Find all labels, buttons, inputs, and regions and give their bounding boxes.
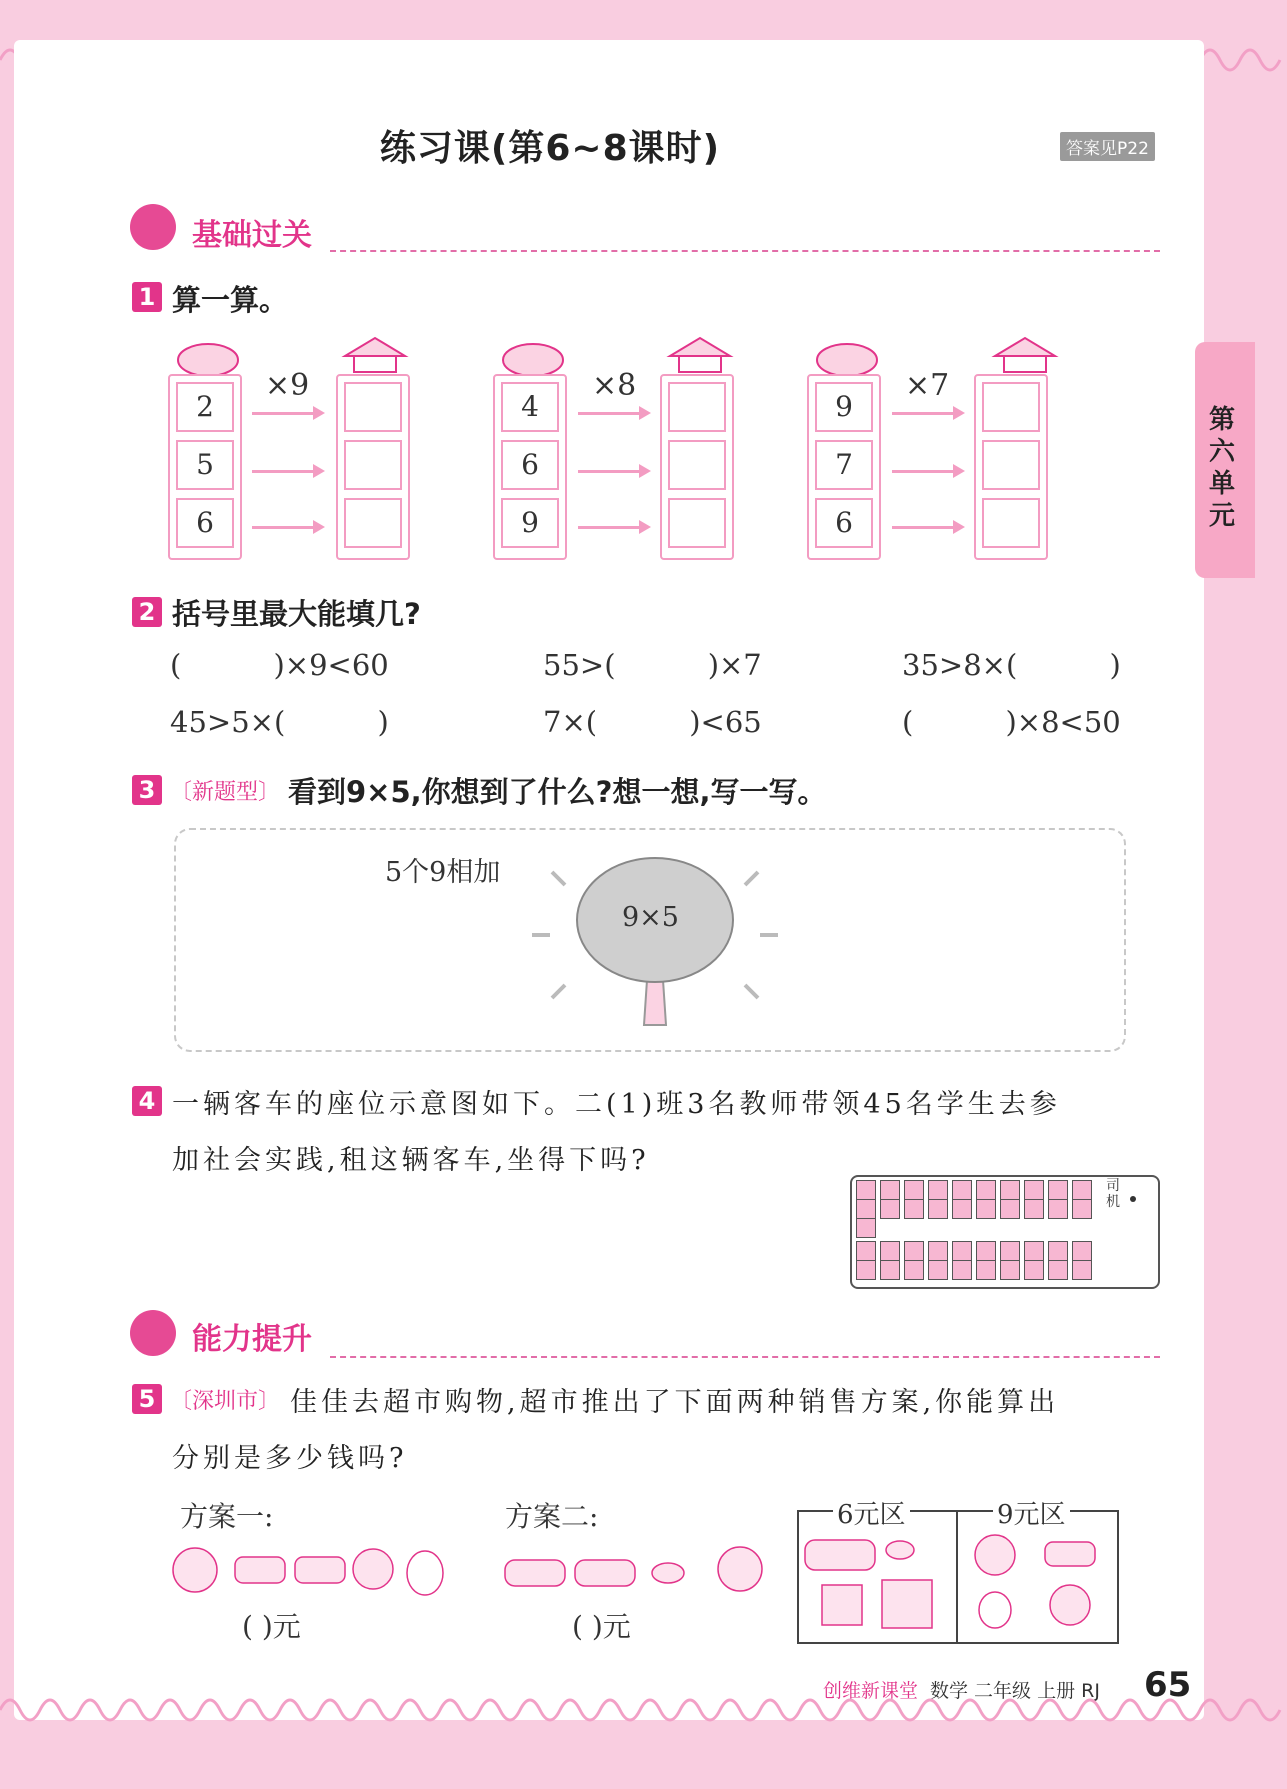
question-number: 1	[132, 282, 162, 312]
dog-icon	[493, 340, 573, 370]
bus-seat	[1024, 1241, 1044, 1261]
answer-column	[974, 374, 1048, 560]
question-text: 一辆客车的座位示意图如下。二(1)班3名教师带领45名学生去参	[172, 1089, 1061, 1120]
question-text: 看到9×5,你想到了什么?想一想,写一写。	[288, 775, 827, 809]
unit-side-tab[interactable]	[1195, 342, 1255, 578]
multiplier-label: ×7	[905, 368, 950, 403]
bus-seat	[1048, 1241, 1068, 1261]
bus-seat	[856, 1199, 876, 1219]
wavy-border-bottom	[0, 1690, 1287, 1730]
mascot-icon	[130, 1310, 176, 1356]
bus-seat	[1048, 1180, 1068, 1200]
input-cell: 7	[815, 440, 873, 490]
question-tag: 〔深圳市〕	[170, 1389, 281, 1414]
unit-side-tab-label: 第六单元	[1209, 405, 1236, 531]
bus-seat	[904, 1241, 924, 1261]
bus-seat	[1024, 1199, 1044, 1219]
bus-seat	[904, 1199, 924, 1219]
question-text: 算一算。	[172, 283, 289, 317]
tree-icon	[520, 845, 790, 1035]
question-number: 4	[132, 1086, 162, 1116]
zone-6-label: 6元区	[833, 1494, 910, 1531]
answer-box[interactable]	[668, 382, 726, 432]
bus-seat	[856, 1218, 876, 1238]
footer-brand: 创维新课堂	[823, 1680, 919, 1702]
arrow	[578, 412, 643, 415]
doghouse-icon	[665, 334, 735, 374]
example-answer: 5个9相加	[385, 857, 501, 888]
question-text: 括号里最大能填几?	[172, 597, 421, 631]
plan2-answer[interactable]: ( )元	[572, 1610, 631, 1643]
bus-seat	[952, 1199, 972, 1219]
bus-seat	[1072, 1180, 1092, 1200]
inequality-item[interactable]: 45>5×( )	[170, 705, 389, 739]
question-number: 2	[132, 597, 162, 627]
dog-icon	[807, 340, 887, 370]
bus-seat	[1048, 1199, 1068, 1219]
zone-9-label: 9元区	[993, 1494, 1070, 1531]
bus-seat	[1024, 1180, 1044, 1200]
bus-seat	[880, 1260, 900, 1280]
footer-info: 数学 二年级 上册 RJ	[930, 1680, 1100, 1702]
bus-seat	[976, 1260, 996, 1280]
bus-seat	[1024, 1260, 1044, 1280]
plan2-label: 方案二:	[505, 1500, 599, 1533]
question-number: 5	[132, 1384, 162, 1414]
input-cell: 4	[501, 382, 559, 432]
input-cell: 6	[815, 498, 873, 548]
driver-label: 司机	[1106, 1178, 1120, 1210]
mascot-icon	[130, 204, 176, 250]
bus-seat	[952, 1260, 972, 1280]
plan1-answer[interactable]: ( )元	[242, 1610, 301, 1643]
inequality-item[interactable]: ( )×8<50	[902, 705, 1121, 739]
inequality-item[interactable]: 55>( )×7	[543, 648, 762, 682]
arrow	[892, 470, 957, 473]
bus-seat	[928, 1241, 948, 1261]
answer-column	[660, 374, 734, 560]
input-cell: 5	[176, 440, 234, 490]
answer-box[interactable]	[982, 498, 1040, 548]
arrow	[252, 412, 317, 415]
question-text: 佳佳去超市购物,超市推出了下面两种销售方案,你能算出	[290, 1387, 1060, 1418]
bus-seat	[856, 1180, 876, 1200]
bus-seat	[928, 1180, 948, 1200]
multiplier-label: ×8	[592, 368, 637, 403]
bus-seat	[904, 1180, 924, 1200]
input-cell: 2	[176, 382, 234, 432]
answer-box[interactable]	[344, 498, 402, 548]
bus-seat	[928, 1199, 948, 1219]
input-cell: 9	[501, 498, 559, 548]
dog-icon	[168, 340, 248, 370]
section-divider	[330, 250, 1160, 252]
arrow	[252, 526, 317, 529]
doghouse-icon	[990, 334, 1060, 374]
input-column	[493, 374, 567, 560]
steering-dot	[1130, 1196, 1136, 1202]
question-tag: 〔新题型〕	[170, 780, 281, 805]
bus-seat	[856, 1260, 876, 1280]
input-column	[807, 374, 881, 560]
section-title-basic: 基础过关	[192, 218, 312, 253]
bus-seat	[856, 1241, 876, 1261]
inequality-item[interactable]: ( )×9<60	[170, 648, 389, 682]
doghouse-icon	[340, 334, 410, 374]
arrow	[252, 470, 317, 473]
input-cell: 6	[501, 440, 559, 490]
input-cell: 9	[815, 382, 873, 432]
arrow	[578, 470, 643, 473]
answer-box[interactable]	[982, 382, 1040, 432]
zone-divider	[956, 1510, 958, 1642]
arrow	[892, 526, 957, 529]
bus-seat	[928, 1260, 948, 1280]
arrow	[578, 526, 643, 529]
inequality-item[interactable]: 35>8×( )	[902, 648, 1121, 682]
question-number: 3	[132, 775, 162, 805]
bus-seat	[880, 1199, 900, 1219]
zone-9-items-icon	[960, 1530, 1112, 1635]
input-column	[168, 374, 242, 560]
bus-seat	[1072, 1260, 1092, 1280]
section-title-advanced: 能力提升	[192, 1322, 312, 1357]
bus-seat	[1000, 1241, 1020, 1261]
answer-box[interactable]	[344, 382, 402, 432]
tree-center-expression: 9×5	[622, 902, 679, 933]
bus-seat	[1000, 1260, 1020, 1280]
plan1-label: 方案一:	[180, 1500, 274, 1533]
plan2-items-icon	[500, 1535, 770, 1605]
bus-seat	[1000, 1180, 1020, 1200]
bus-seat	[952, 1241, 972, 1261]
section-divider	[330, 1356, 1160, 1358]
bus-seats	[856, 1180, 1101, 1280]
answer-box[interactable]	[344, 440, 402, 490]
page-title: 练习课(第6~8课时)	[379, 128, 721, 169]
question-text-continued: 加社会实践,租这辆客车,坐得下吗?	[172, 1145, 650, 1176]
zone-6-items-icon	[800, 1530, 954, 1635]
answer-box[interactable]	[982, 440, 1040, 490]
bus-seat	[904, 1260, 924, 1280]
bus-seat	[952, 1180, 972, 1200]
bus-seat	[880, 1241, 900, 1261]
question-text-continued: 分别是多少钱吗?	[172, 1443, 408, 1474]
bus-seat	[1000, 1199, 1020, 1219]
bus-seat	[1048, 1260, 1068, 1280]
plan1-items-icon	[165, 1535, 455, 1605]
bus-seat	[880, 1180, 900, 1200]
bus-seat	[976, 1241, 996, 1261]
bus-seat	[976, 1199, 996, 1219]
answer-box[interactable]	[668, 440, 726, 490]
bus-seat	[1072, 1241, 1092, 1261]
bus-seat	[976, 1180, 996, 1200]
page-number: 65	[1144, 1665, 1192, 1705]
answer-ref-badge: 答案见P22	[1060, 132, 1155, 161]
bus-seat	[1072, 1199, 1092, 1219]
multiplier-label: ×9	[265, 368, 310, 403]
answer-column	[336, 374, 410, 560]
arrow	[892, 412, 957, 415]
inequality-item[interactable]: 7×( )<65	[543, 705, 762, 739]
input-cell: 6	[176, 498, 234, 548]
answer-box[interactable]	[668, 498, 726, 548]
